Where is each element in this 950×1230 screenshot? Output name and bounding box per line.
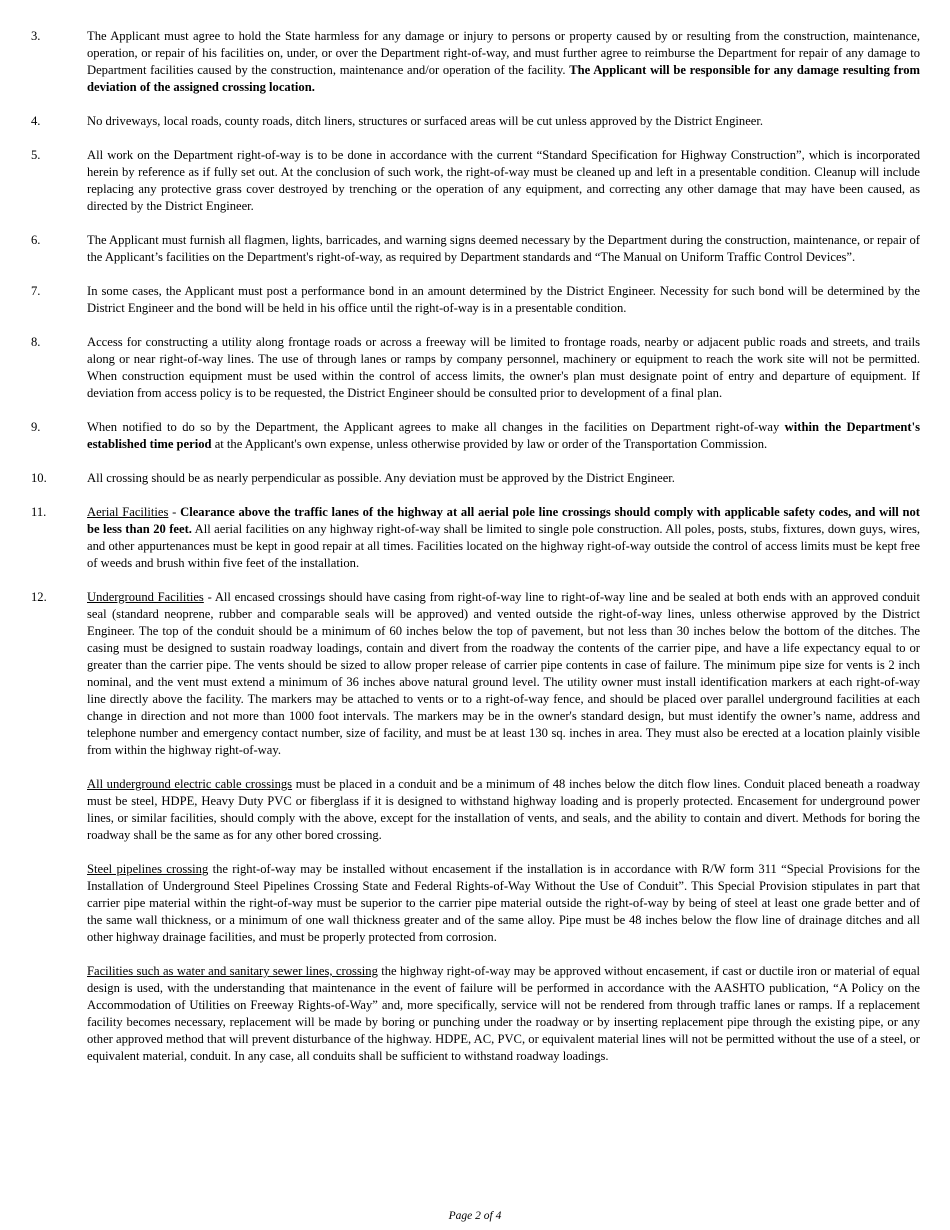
underlined-heading: Underground Facilities xyxy=(87,590,204,604)
item-body xyxy=(87,589,920,1065)
item-body xyxy=(87,419,920,453)
text-span: In some cases, the Applicant must post a performance bond in an amount determined by the District Engineer. Necessity for such bond will be determined by the District Engineer and the bond will be held in his office until the right-of-way is in a presentable condition. xyxy=(87,284,920,315)
list-item xyxy=(31,28,920,96)
underlined-heading: All underground electric cable crossings xyxy=(87,777,293,791)
paragraph xyxy=(87,113,920,130)
item-number: 7. xyxy=(31,284,41,298)
list-item xyxy=(31,504,920,572)
item-number: 10. xyxy=(31,471,47,485)
list-item xyxy=(31,334,920,402)
paragraph xyxy=(87,283,920,317)
text-span: When notified to do so by the Department, the Applicant agrees to make all changes in the facilities on Department right-of-way xyxy=(87,420,785,434)
paragraph xyxy=(87,147,920,215)
list-item xyxy=(31,589,920,1065)
item-number: 8. xyxy=(31,335,41,349)
list-item xyxy=(31,232,920,266)
item-number: 3. xyxy=(31,29,41,43)
bold-text: within the Department's established time period xyxy=(87,420,920,451)
paragraph xyxy=(87,470,920,487)
paragraph xyxy=(87,963,920,1065)
page-number: Page 2 of 4 xyxy=(448,1210,502,1222)
item-number: 5. xyxy=(31,148,41,162)
text-span: All work on the Department right-of-way is to be done in accordance with the current “Standard Specification for Highway Construction”, which is incorporated herein by reference as if fully set out. At the conclusion of such work, the right-of-way must be cleaned up and left in a presentable condition. Cleanup will include replacing any protective grass cover destroyed by trenching or the operation of any equipment, and correcting any other damage that may have been caused, as directed by the District Engineer. xyxy=(87,148,920,213)
item-number: 9. xyxy=(31,420,41,434)
item-body xyxy=(87,147,920,215)
paragraph xyxy=(87,334,920,402)
list-item xyxy=(31,283,920,317)
document-body xyxy=(31,28,920,1082)
item-body xyxy=(87,113,920,130)
paragraph xyxy=(87,28,920,96)
text-span: - xyxy=(168,505,181,519)
list-item xyxy=(31,147,920,215)
text-span: The Applicant must agree to hold the State harmless for any damage or injury to persons or property caused by or resulting from the construction, maintenance, operation, or repair of his facilities on, under, or over the Department right-of-way, and must further agree to reimburse the Department for repair of any damage to Department facilities caused by the construction, maintenance and/or operation of the facility. xyxy=(87,29,920,77)
text-span: must be placed in a conduit and be a minimum of 48 inches below the ditch flow lines. Conduit placed beneath a roadway must be steel, HDPE, Heavy Duty PVC or fiberglass if it is designed to withstand highway loading and is properly protected. Encasement for underground power lines, or similar facilities, should comply with the above, except for the installation of vents, and seals, and the ability to contain and divert. Methods for boring the roadway shall be the same as for any other bored crossing. xyxy=(87,777,920,842)
paragraph xyxy=(87,504,920,572)
text-span: All crossing should be as nearly perpendicular as possible. Any deviation must be approved by the District Engineer. xyxy=(87,471,675,485)
paragraph xyxy=(87,776,920,844)
paragraph xyxy=(87,419,920,453)
underlined-heading: Aerial Facilities xyxy=(87,505,169,519)
item-body xyxy=(87,504,920,572)
item-number: 12. xyxy=(31,590,47,604)
list-item xyxy=(31,470,920,487)
list-item xyxy=(31,113,920,130)
item-body xyxy=(87,232,920,266)
text-span: the highway right-of-way may be approved without encasement, if cast or ductile iron or material of equal design is used, with the understanding that maintenance in the event of failure will be performed in accordance with the AASHTO publication, “A Policy on the Accommodation of Utilities on Freeway Rights-of-Way” and, more specifically, service will not be rendered from through traffic lanes or ramps. If a replacement facility becomes necessary, replacement will be made by boring or punching under the roadway or by inserting replacement pipe through the existing pipe, or any other approved method that will prevent disturbance of the highway. HDPE, AC, PVC, or equivalent material lines will not be permitted without the use of a steel, or equivalent material, conduit. In any case, all conduits shall be sufficient to withstand roadway loadings. xyxy=(87,964,920,1063)
paragraph xyxy=(87,861,920,946)
underlined-heading: Steel pipelines crossing xyxy=(87,862,209,876)
item-number: 6. xyxy=(31,233,41,247)
item-body xyxy=(87,470,920,487)
text-span: the right-of-way may be installed without encasement if the installation is in accordance with R/W form 311 “Special Provisions for the Installation of Underground Steel Pipelines Crossing State and Federal Rights-of-Way Without the Use of Conduit”. This Special Provision stipulates in part that carrier pipe material within the right-of-way must be superior to the carrier pipe material outside the right-of-way by being of steel at least one grade better and of the same wall thickness, or a minimum of one wall thickness greater and of the same alloy. Pipe must be 48 inches below the flow line of drainage ditches and all other highway drainage facilities, and must be properly protected from corrosion. xyxy=(87,862,921,944)
paragraph xyxy=(87,232,920,266)
list-item xyxy=(31,419,920,453)
item-number: 11. xyxy=(31,505,47,519)
text-span: Access for constructing a utility along frontage roads or across a freeway will be limited to frontage roads, nearby or adjacent public roads and streets, and trails along or near right-of-way lines. The use of through lanes or ramps by company personnel, machinery or equipment to reach the work site will not be permitted. When construction equipment must be used within the control of access limits, the owner's plan must designate point of entry and departure of equipment. If deviation from access policy is to be requested, the District Engineer should be consulted prior to development of a final plan. xyxy=(87,335,920,400)
paragraph xyxy=(87,589,920,759)
text-span: All aerial facilities on any highway right-of-way shall be limited to single pole construction. All poles, posts, stubs, fixtures, down guys, wires, and other appurtenances must be kept in good repair at all times. Facilities located on the highway right-of-way outside the control of access limits must be kept free of weeds and brush within five feet of the installation. xyxy=(87,522,920,570)
item-body xyxy=(87,334,920,402)
text-span: - All encased crossings should have casing from right-of-way line to right-of-way line and be sealed at both ends with an approved conduit seal (standard neoprene, rubber and comparable seals will be approved) and vented outside the right-of-way lines, unless otherwise approved by the District Engineer. The top of the conduit should be a minimum of 60 inches below the top of pavement, but not less than 30 inches below the bottom of the ditches. The casing must be designed to sustain roadway loadings, contain and divert from the roadway the contents of the carrier pipe, and have a life expectancy equal to or greater than the carrier pipe. The vents should be sized to allow proper release of carrier pipe contents in case of failure. The minimum pipe size for vents is 2 inch nominal, and the vent must extend a minimum of 36 inches above natural ground level. The utility owner must install identification markers at each right-of-way line directly above the facility. The markers may be attached to vents or to a right-of-way fence, and should be placed over parallel underground facilities at each change in direction and not more than 1000 foot intervals. The markers may be in the owner's standard design, but must identify the owner’s name, address and telephone number and emergency contact number, size of facility, and must be at least 130 sq. inches in area. They must also be erected at a location plainly visible from within the highway right-of-way. xyxy=(87,590,920,757)
text-span: at the Applicant's own expense, unless otherwise provided by law or order of the Transportation Commission. xyxy=(211,437,768,451)
item-body xyxy=(87,28,920,96)
bold-text: Clearance above the traffic lanes of the highway at all aerial pole line crossings should comply with applicable safety codes, and will not be less than 20 feet. xyxy=(87,505,920,536)
item-body xyxy=(87,283,920,317)
text-span: No driveways, local roads, county roads, ditch liners, structures or surfaced areas will be cut unless approved by the District Engineer. xyxy=(87,114,764,128)
item-number: 4. xyxy=(31,114,41,128)
underlined-heading: Facilities such as water and sanitary sewer lines, crossing xyxy=(87,964,378,978)
text-span: The Applicant must furnish all flagmen, lights, barricades, and warning signs deemed necessary by the Department during the construction, maintenance, or repair of the Applicant’s facilities on the Department's right-of-way, as required by Department standards and “The Manual on Uniform Traffic Control Devices”. xyxy=(87,233,920,264)
bold-text: The Applicant will be responsible for any damage resulting from deviation of the assigned crossing location. xyxy=(87,63,920,94)
